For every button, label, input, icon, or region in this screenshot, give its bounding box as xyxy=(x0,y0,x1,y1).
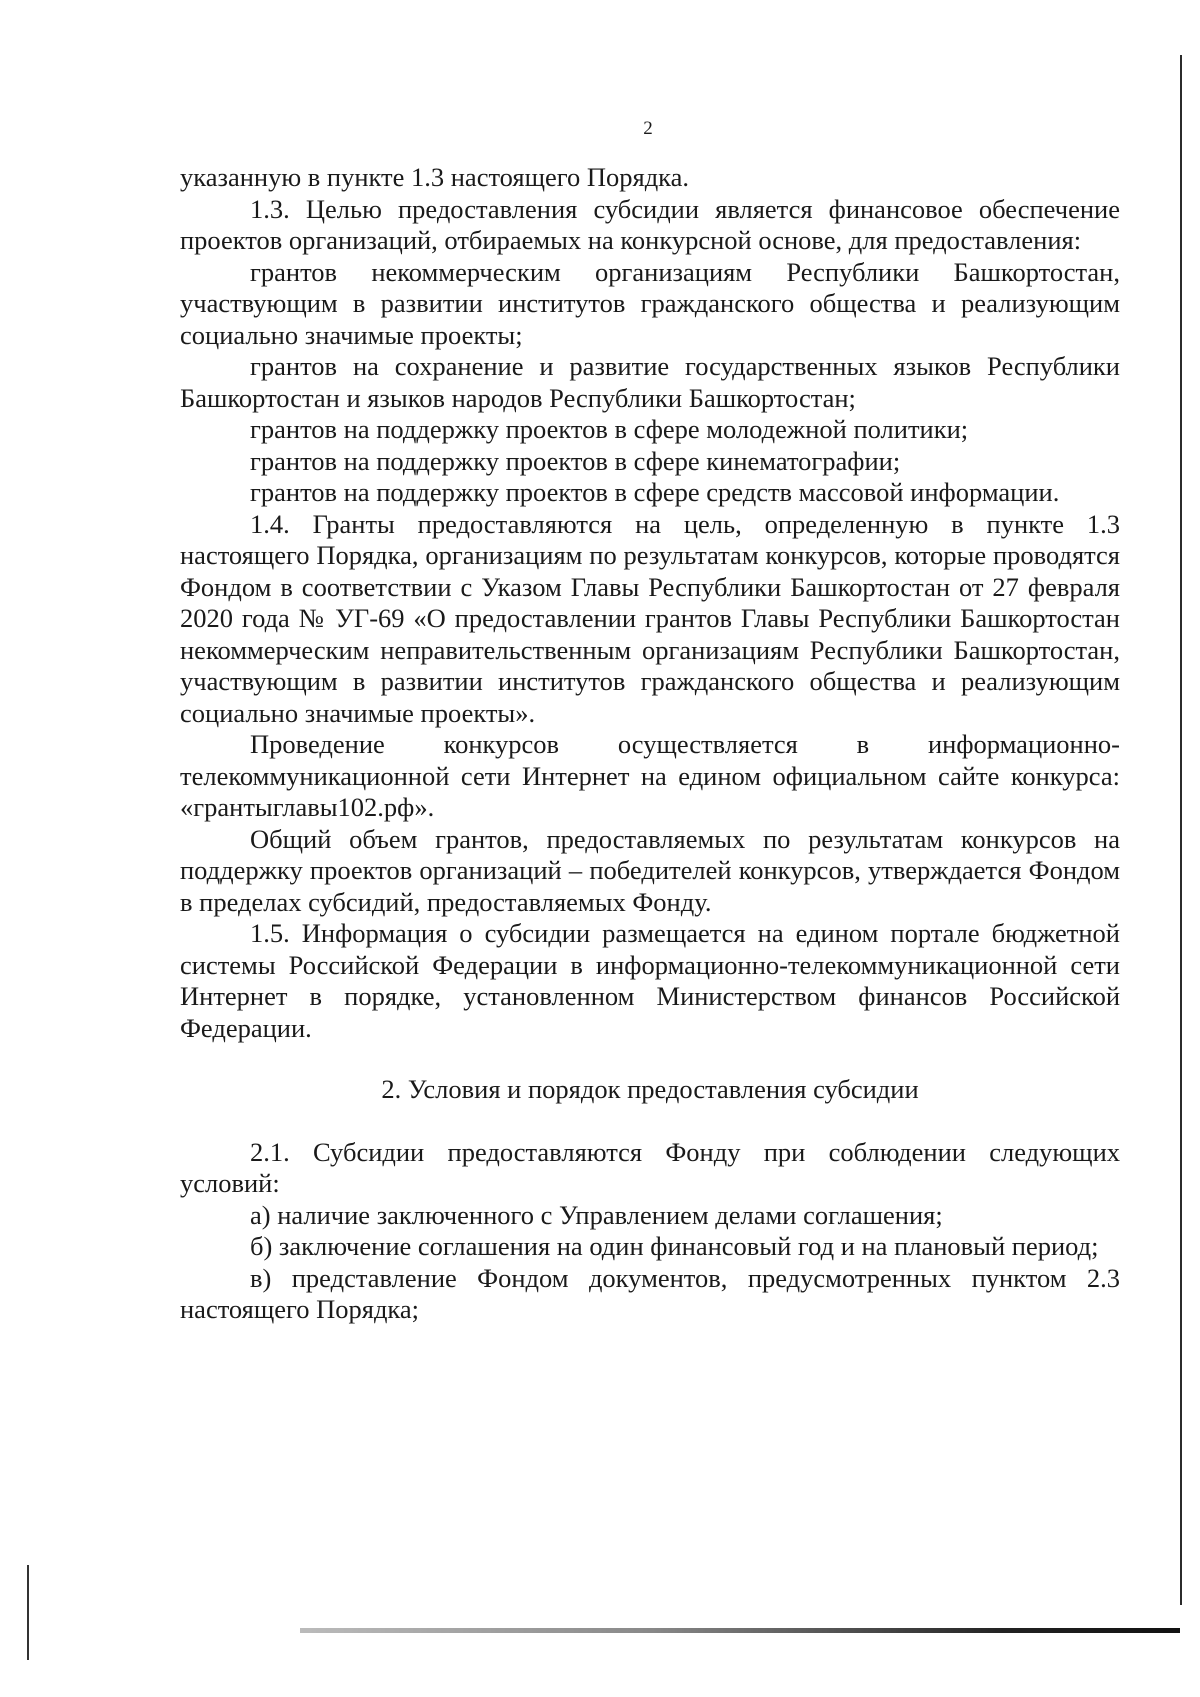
paragraph: 2.1. Субсидии предоставляются Фонду при соблюдении следующих условий: xyxy=(180,1136,1120,1198)
paragraph: грантов некоммерческим организациям Республики Башкортостан, участвующим в развитии институтов гражданского общества и реализующим социально значимые проекты; xyxy=(180,256,1120,350)
section-heading: 2. Условия и порядок предоставления субсидии xyxy=(381,1074,919,1104)
paragraph: Общий объем грантов, предоставляемых по результатам конкурсов на поддержку проектов организаций – победителей конкурсов, утверждается Фондом в пределах субсидий, предоставляемых Фонду. xyxy=(180,823,1120,917)
paragraph: 1.5. Информация о субсидии размещается на едином портале бюджетной системы Российской Федерации в информационно-телекоммуникационной сети Интернет в порядке, установленном Министерством финансов Российской Федерации. xyxy=(180,918,1120,1043)
document-body xyxy=(180,162,1120,1326)
paragraph: в) представление Фондом документов, предусмотренных пунктом 2.3 настоящего Порядка; xyxy=(180,1262,1120,1324)
paragraphs-bottom xyxy=(180,1137,1120,1326)
paragraph: грантов на поддержку проектов в сфере молодежной политики; xyxy=(250,414,969,444)
page-number: 2 xyxy=(643,118,653,139)
paragraph: 1.4. Гранты предоставляются на цель, определенную в пункте 1.3 настоящего Порядка, организациям по результатам конкурсов, которые проводятся Фондом в соответствии с Указом Главы Республики Башкортостан от 27 февраля 2020 года № УГ-69 «О предоставлении грантов Главы Республики Башкортостан некоммерческим неправительственным организациям Республики Башкортостан, участвующим в развитии институтов гражданского общества и реализующим социально значимые проекты». xyxy=(180,508,1120,728)
paragraph: Проведение конкурсов осуществляется в информационно-телекоммуникационной сети Интернет на едином официальном сайте конкурса: «грантыглавы102.рф». xyxy=(180,729,1120,822)
scan-bottom-shadow xyxy=(300,1628,1180,1633)
paragraphs-top xyxy=(180,162,1120,1044)
scan-edge-right xyxy=(1180,55,1182,1605)
paragraph: указанную в пункте 1.3 настоящего Порядка. xyxy=(180,162,690,192)
paragraph: грантов на поддержку проектов в сфере кинематографии; xyxy=(250,445,901,476)
paragraph: 1.3. Целью предоставления субсидии является финансовое обеспечение проектов организаций, отбираемых на конкурсной основе, для предоставления: xyxy=(180,193,1120,255)
paragraph: а) наличие заключенного с Управлением делами соглашения; xyxy=(250,1199,943,1230)
scan-edge-left xyxy=(27,1565,29,1660)
paragraph: б) заключение соглашения на один финансовый год и на плановый период; xyxy=(250,1231,1099,1261)
paragraph: грантов на поддержку проектов в сфере средств массовой информации. xyxy=(250,477,1060,507)
paragraph: грантов на сохранение и развитие государственных языков Республики Башкортостан и языков народов Республики Башкортостан; xyxy=(180,351,1120,413)
